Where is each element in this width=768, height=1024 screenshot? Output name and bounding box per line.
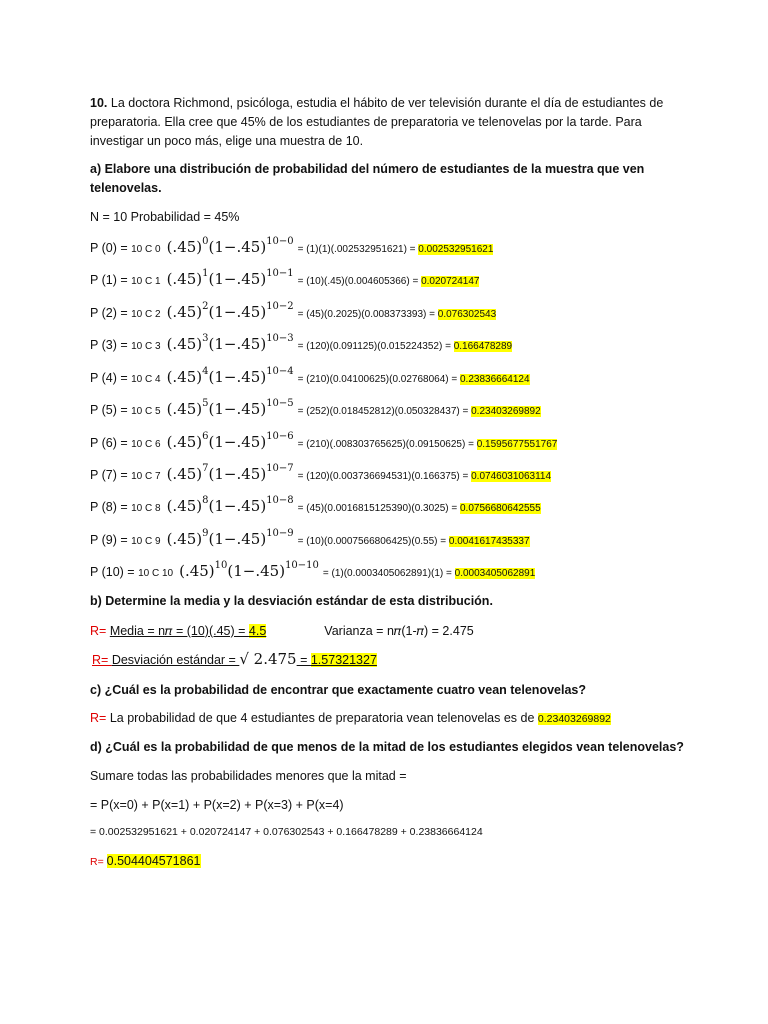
probability-row bbox=[90, 368, 530, 386]
exponent-k: 2 bbox=[202, 301, 209, 312]
probability-label: P (2) = bbox=[90, 306, 132, 320]
calculation: = (10)(0.0007566806425)(0.55) = bbox=[297, 536, 449, 547]
problem-number: 10. bbox=[90, 96, 108, 110]
exponent-k: 8 bbox=[202, 495, 209, 506]
intro-line-1: 10. La doctora Richmond, psicóloga, estudia el hábito de ver televisión durante el día de estudiantes de bbox=[90, 96, 664, 110]
base-value: (.45) bbox=[166, 497, 203, 515]
complement-value: (1−.45) bbox=[208, 368, 267, 386]
probability-label: P (8) = bbox=[90, 500, 132, 514]
answer-c-result: 0.23403269892 bbox=[537, 713, 611, 725]
probability-result: 0.1595677551767 bbox=[476, 439, 558, 450]
probability-label: P (9) = bbox=[90, 533, 132, 547]
binomial-expression bbox=[167, 270, 294, 288]
binomial-expression bbox=[167, 238, 294, 256]
combination: 10 C 6 bbox=[131, 439, 161, 450]
sum-terms: = P(x=0) + P(x=1) + P(x=2) + P(x=3) + P(x=4) bbox=[90, 798, 344, 812]
probability-result: 0.166478289 bbox=[453, 341, 513, 352]
answer-marker: R= bbox=[90, 856, 107, 868]
probability-result: 0.0756680642555 bbox=[460, 503, 541, 514]
probability-label: P (7) = bbox=[90, 468, 132, 482]
binomial-expression bbox=[167, 497, 294, 515]
exponent-k: 1 bbox=[202, 268, 209, 279]
question-c: c) ¿Cuál es la probabilidad de encontrar que exactamente cuatro vean telenovelas? bbox=[90, 683, 586, 697]
question-b: b) Determine la media y la desviación estándar de esta distribución. bbox=[90, 594, 493, 608]
exponent-n-minus-k: 10−4 bbox=[266, 366, 294, 377]
combination: 10 C 8 bbox=[131, 503, 161, 514]
exponent-n-minus-k: 10−9 bbox=[266, 528, 294, 539]
exponent-n-minus-k: 10−6 bbox=[266, 431, 294, 442]
calculation: = (1)(1)(.002532951621) = bbox=[297, 244, 419, 255]
exponent-k: 10 bbox=[214, 560, 228, 571]
probability-label: P (4) = bbox=[90, 371, 132, 385]
probability-row bbox=[90, 465, 551, 483]
probability-label: P (6) = bbox=[90, 436, 132, 450]
calculation: = (120)(0.091125)(0.015224352) = bbox=[297, 341, 454, 352]
complement-value: (1−.45) bbox=[208, 497, 267, 515]
calculation: = (45)(0.0016815125390)(0.3025) = bbox=[297, 503, 460, 514]
exponent-n-minus-k: 10−5 bbox=[266, 398, 294, 409]
std-dev-line: R= Desviación estándar = √ 2.475 = 1.57321327 bbox=[92, 650, 377, 668]
answer-marker: R= bbox=[90, 711, 110, 725]
sum-values: = 0.002532951621 + 0.020724147 + 0.076302543 + 0.166478289 + 0.23836664124 bbox=[90, 826, 483, 838]
base-value: (.45) bbox=[166, 270, 203, 288]
combination: 10 C 2 bbox=[131, 309, 161, 320]
complement-value: (1−.45) bbox=[208, 530, 267, 548]
exponent-n-minus-k: 10−0 bbox=[266, 236, 294, 247]
answer-marker: R= bbox=[92, 653, 112, 667]
probability-row bbox=[90, 562, 535, 580]
probability-row bbox=[90, 270, 479, 288]
probability-label: P (5) = bbox=[90, 403, 132, 417]
calculation: = (10)(.45)(0.004605366) = bbox=[297, 276, 422, 287]
calculation: = (120)(0.003736694531)(0.166375) = bbox=[297, 471, 472, 482]
base-value: (.45) bbox=[166, 433, 203, 451]
probability-result: 0.020724147 bbox=[421, 276, 480, 287]
exponent-n-minus-k: 10−10 bbox=[285, 560, 319, 571]
binomial-expression bbox=[167, 400, 294, 418]
exponent-n-minus-k: 10−2 bbox=[266, 301, 294, 312]
base-value: (.45) bbox=[166, 303, 203, 321]
question-d: d) ¿Cuál es la probabilidad de que menos de la mitad de los estudiantes elegidos vean telenovelas? bbox=[90, 740, 684, 754]
answer-marker: R= bbox=[90, 624, 110, 638]
probability-row bbox=[90, 400, 541, 418]
complement-value: (1−.45) bbox=[208, 270, 267, 288]
exponent-n-minus-k: 10−8 bbox=[266, 495, 294, 506]
calculation: = (1)(0.0003405062891)(1) = bbox=[322, 568, 455, 579]
probability-result: 0.0041617435337 bbox=[448, 536, 530, 547]
probability-label: P (1) = bbox=[90, 273, 132, 287]
complement-value: (1−.45) bbox=[208, 433, 267, 451]
question-a-line-1: a) Elabore una distribución de probabilidad del número de estudiantes de la muestra que ven bbox=[90, 162, 645, 176]
sqrt-expression: √ 2.475 bbox=[239, 650, 297, 668]
probability-result: 0.0746031063114 bbox=[471, 471, 552, 482]
exponent-k: 9 bbox=[202, 528, 209, 539]
base-value: (.45) bbox=[166, 400, 203, 418]
complement-value: (1−.45) bbox=[227, 562, 286, 580]
base-value: (.45) bbox=[166, 238, 203, 256]
answer-c: R= La probabilidad de que 4 estudiantes de preparatoria vean telenovelas es de 0.23403269892 bbox=[90, 711, 611, 725]
sum-intro: Sumare todas las probabilidades menores que la mitad = bbox=[90, 769, 407, 783]
intro-line-2: preparatoria. Ella cree que 45% de los estudiantes de preparatoria ve telenovelas por la tarde. Para bbox=[90, 115, 642, 129]
combination: 10 C 9 bbox=[131, 536, 161, 547]
exponent-n-minus-k: 10−1 bbox=[266, 268, 294, 279]
base-value: (.45) bbox=[166, 368, 203, 386]
probability-row bbox=[90, 238, 493, 256]
probability-result: 0.076302543 bbox=[437, 309, 497, 320]
probability-row bbox=[90, 530, 530, 548]
base-value: (.45) bbox=[166, 465, 203, 483]
binomial-expression bbox=[167, 465, 294, 483]
combination: 10 C 10 bbox=[138, 568, 174, 579]
probability-result: 0.002532951621 bbox=[418, 244, 494, 255]
probability-row bbox=[90, 433, 557, 451]
complement-value: (1−.45) bbox=[208, 465, 267, 483]
exponent-k: 0 bbox=[202, 236, 209, 247]
exponent-k: 4 bbox=[202, 366, 209, 377]
binomial-expression bbox=[167, 433, 294, 451]
combination: 10 C 5 bbox=[131, 406, 161, 417]
intro-line-3: investigar un poco más, elige una muestra de 10. bbox=[90, 134, 364, 148]
probability-result: 0.23403269892 bbox=[471, 406, 541, 417]
mean-line: R= Media = n𝜋 = (10)(.45) = 4.5 Varianza = n𝜋(1-𝜋) = 2.475 bbox=[90, 624, 474, 638]
exponent-k: 5 bbox=[202, 398, 209, 409]
variance-text: Varianza = n𝜋(1-𝜋) = 2.475 bbox=[324, 624, 474, 638]
parameters: N = 10 Probabilidad = 45% bbox=[90, 210, 240, 224]
exponent-k: 7 bbox=[202, 463, 209, 474]
complement-value: (1−.45) bbox=[208, 400, 267, 418]
mean-result: 4.5 bbox=[248, 624, 267, 638]
calculation: = (210)(.008303765625)(0.09150625) = bbox=[297, 439, 477, 450]
binomial-expression bbox=[167, 335, 294, 353]
probability-row bbox=[90, 497, 541, 515]
probability-label: P (10) = bbox=[90, 565, 139, 579]
exponent-n-minus-k: 10−7 bbox=[266, 463, 294, 474]
answer-d bbox=[90, 852, 201, 872]
complement-value: (1−.45) bbox=[208, 303, 267, 321]
exponent-k: 3 bbox=[202, 333, 209, 344]
answer-d-result: 0.504404571861 bbox=[106, 854, 201, 868]
calculation: = (210)(0.04100625)(0.02768064) = bbox=[297, 374, 460, 385]
calculation: = (45)(0.2025)(0.008373393) = bbox=[297, 309, 438, 320]
base-value: (.45) bbox=[166, 335, 203, 353]
combination: 10 C 0 bbox=[131, 244, 161, 255]
base-value: (.45) bbox=[179, 562, 215, 580]
probability-result: 0.23836664124 bbox=[460, 374, 530, 385]
exponent-n-minus-k: 10−3 bbox=[266, 333, 294, 344]
binomial-expression bbox=[167, 530, 294, 548]
combination: 10 C 3 bbox=[131, 341, 161, 352]
probability-label: P (3) = bbox=[90, 338, 132, 352]
binomial-expression bbox=[167, 303, 294, 321]
binomial-expression bbox=[167, 368, 294, 386]
combination: 10 C 7 bbox=[131, 471, 161, 482]
complement-value: (1−.45) bbox=[208, 238, 267, 256]
complement-value: (1−.45) bbox=[208, 335, 267, 353]
probability-row bbox=[90, 303, 496, 321]
std-dev-result: 1.57321327 bbox=[310, 653, 377, 667]
probability-row bbox=[90, 335, 512, 353]
exponent-k: 6 bbox=[202, 431, 209, 442]
probability-label: P (0) = bbox=[90, 241, 132, 255]
binomial-expression bbox=[179, 562, 319, 580]
question-a-line-2: telenovelas. bbox=[90, 181, 162, 195]
combination: 10 C 1 bbox=[131, 276, 161, 287]
probability-result: 0.0003405062891 bbox=[454, 568, 536, 579]
base-value: (.45) bbox=[166, 530, 203, 548]
combination: 10 C 4 bbox=[131, 374, 161, 385]
calculation: = (252)(0.018452812)(0.050328437) = bbox=[297, 406, 472, 417]
